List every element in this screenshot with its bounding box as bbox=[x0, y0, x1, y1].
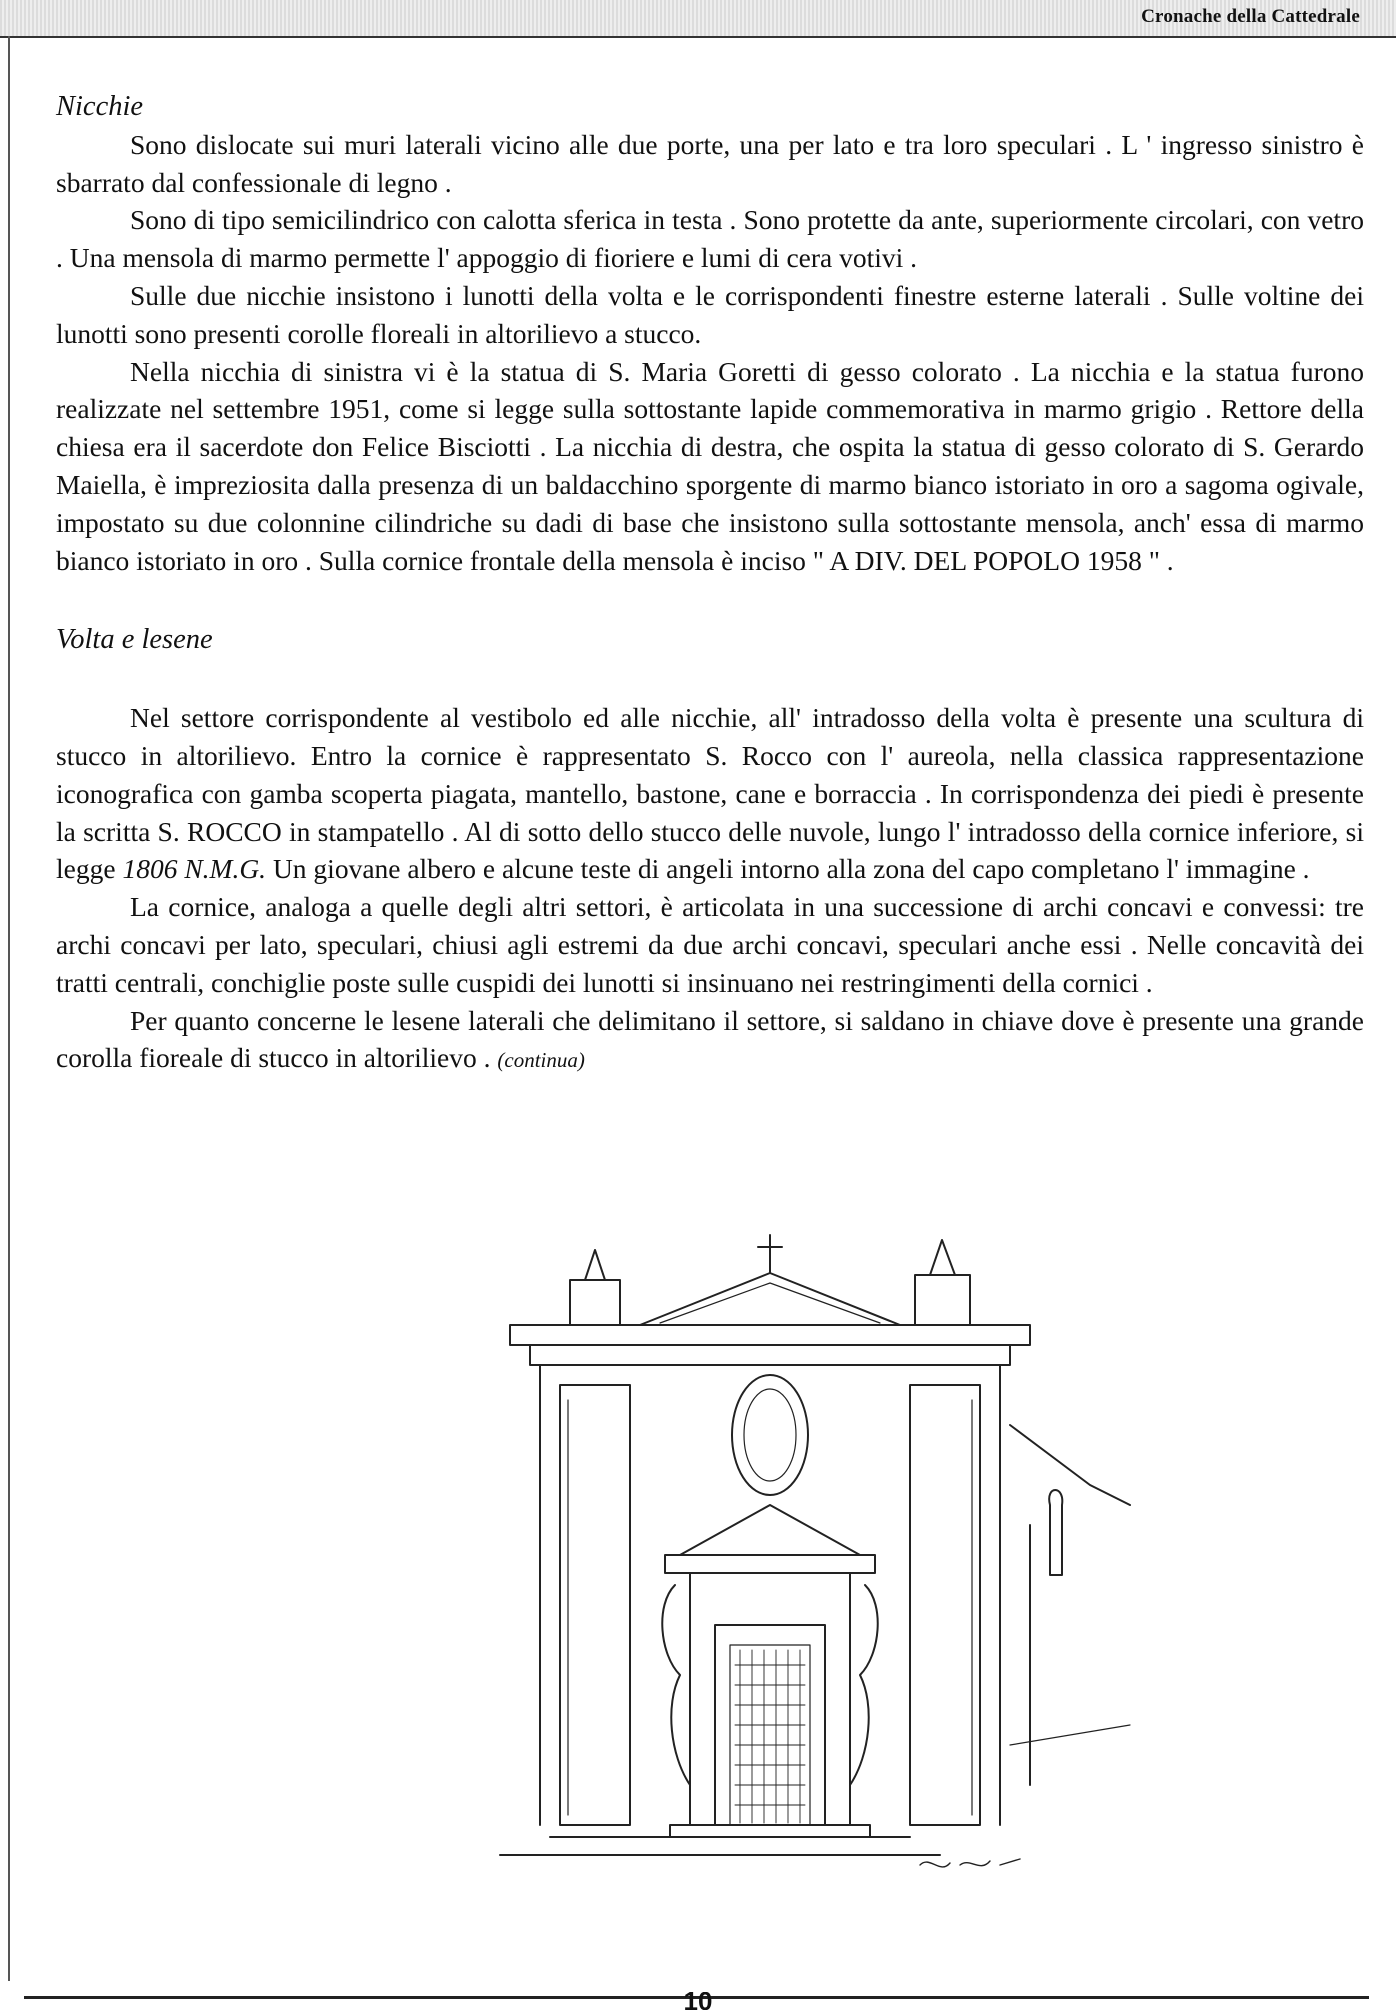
running-header-bar bbox=[0, 0, 1396, 38]
church-facade-sketch-icon bbox=[490, 1225, 1150, 1875]
paragraph: La cornice, analoga a quelle degli altri settori, è articolata in una successione di archi concavi e convessi: tre archi concavi per lato, speculari, chiusi agli estremi da due archi concavi, speculari anche essi . Nelle concavità dei tratti centrali, conchiglie poste sulle cuspidi dei lunotti si insinuano nei restringimenti della cornici . bbox=[56, 891, 1364, 998]
paragraph-text: Per quanto concerne le lesene laterali che delimitano il settore, si saldano in chiave dove è presente una grande corolla fioreale di stucco in altorilievo . bbox=[56, 1004, 1364, 1074]
paragraph: Nella nicchia di sinistra vi è la statua di S. Maria Goretti di gesso colorato . La nicchia e la statua furono realizzate nel settembre 1951, come si legge sulla sottostante lapide commemorativa in marmo grigio . Rettore della chiesa era il sacerdote don Felice Bisciotti . La nicchia di destra, che ospita la statua di gesso colorato di S. Gerardo Maiella, è impreziosita dalla presenza di un baldacchino sporgente di marmo bianco istoriato in oro a sagoma ogivale, impostato su due colonnine cilindriche su dadi di base che insistono sulla sottostante mensola, anch' essa di marmo bianco istoriato in oro . Sulla cornice frontale della mensola è inciso " A DIV. DEL POPOLO 1958 " . bbox=[56, 355, 1364, 576]
running-head-title: Cronache della Cattedrale bbox=[1141, 6, 1360, 27]
inscription-date: 1806 N.M.G. bbox=[122, 853, 267, 885]
section-title-volta: Volta e lesene bbox=[56, 624, 213, 656]
spacer bbox=[56, 659, 1364, 699]
paragraph: Sono dislocate sui muri laterali vicino alle due porte, una per lato e tra loro speculari . L ' ingresso sinistro è sbarrato dal confessionale di legno . bbox=[56, 128, 1364, 198]
paragraph-text: Un giovane albero e alcune teste di angeli intorno alla zona del capo completano l' immagine . bbox=[272, 853, 1310, 885]
paragraph bbox=[56, 699, 1364, 888]
paragraph bbox=[56, 1002, 1364, 1081]
paragraph: Sono di tipo semicilindrico con calotta sferica in testa . Sono protette da ante, superiormente circolari, con vetro . Una mensola di marmo permette l' appoggio di fioriere e lumi di cera votivi . bbox=[56, 204, 1364, 274]
article-body bbox=[56, 88, 1364, 1080]
page-number: 10 bbox=[683, 1992, 713, 2010]
paragraph: Sulle due nicchie insistono i lunotti della volta e le corrispondenti finestre esterne laterali . Sulle voltine dei lunotti sono presenti corolle floreali in altorilievo a stucco. bbox=[56, 279, 1364, 349]
paragraph-text: Nel settore corrispondente al vestibolo ed alle nicchie, all' intradosso della volta è presente una scultura di stucco in altorilievo. Entro la cornice è rappresentato S. Rocco con l' aureola, nella classica rappresentazione iconografica con gamba scoperta piagata, mantello, bastone, cane e borraccia . In corrispondenza dei piedi è presente la scritta S. ROCCO in stampatello . Al di sotto dello stucco delle nuvole, lungo l' intradosso della cornice inferiore, si legge bbox=[56, 702, 1364, 885]
continua-note: (continua) bbox=[497, 1048, 585, 1073]
section-title-nicchie: Nicchie bbox=[56, 91, 144, 122]
left-margin-rule bbox=[8, 36, 10, 1981]
